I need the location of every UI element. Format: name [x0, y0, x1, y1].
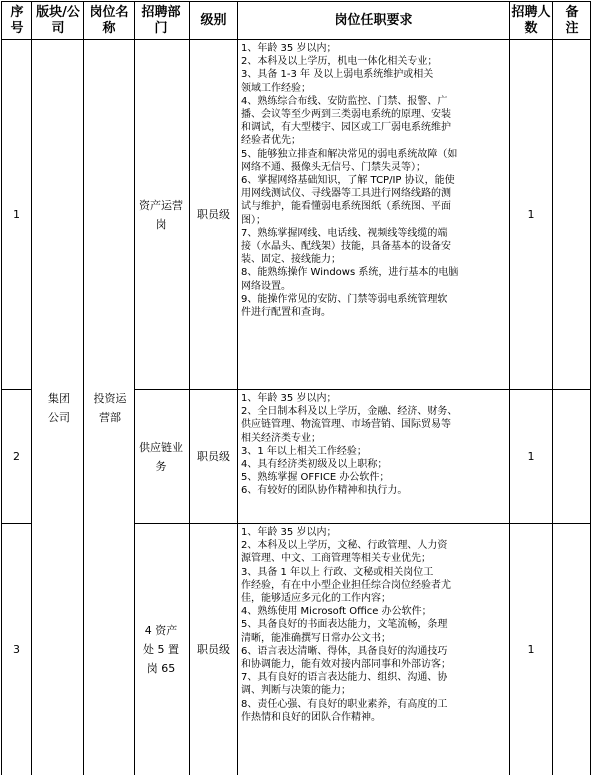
header-seq: 序号 [10, 4, 24, 36]
requirement-line: 3、具备 1 年以上 行政、文秘或相关岗位工 [241, 566, 434, 578]
requirement-line: 7、熟练掌握网线、电话线、视频线等线缆的端 [241, 227, 448, 239]
requirement-line: 8、能熟练操作 Windows 系统，进行基本的电脑 [241, 267, 459, 279]
requirement-line: 4、熟练使用 Microsoft Office 办公软件； [241, 606, 432, 618]
requirement-line: 网络设置。 [241, 280, 291, 292]
requirement-line: 领域工作经验； [241, 82, 311, 94]
level-cell: 职员级 [197, 643, 230, 656]
col-divider [237, 1, 238, 775]
requirement-line: 试与维护，能看懂弱电系统图纸（系统图、平面 [241, 201, 451, 213]
requirement-line: 2、全日制本科及以上学历，金融、经济、财务、 [241, 406, 458, 418]
requirement-line: 6、掌握网络基础知识，了解 TCP/IP 协议，能使 [241, 175, 455, 187]
requirement-line: 相关经济类专业； [241, 432, 321, 444]
position-cell: 资产运营岗 [139, 198, 183, 231]
table-border-right [590, 1, 591, 775]
requirement-line: 源管理、中文、工商管理等相关专业优先； [241, 553, 431, 565]
header-level: 级别 [200, 12, 227, 28]
requirement-line: 9、能操作常见的安防、门禁等弱电系统管理软 [241, 293, 448, 305]
count-cell: 1 [527, 208, 535, 221]
requirement-line: 佳，能够适应多元化的工作内容； [241, 593, 391, 605]
requirement-line: 6、语言表达清晰、得体，具备良好的沟通技巧 [241, 645, 448, 657]
level-cell: 职员级 [197, 450, 230, 463]
seq-cell: 2 [13, 450, 20, 463]
requirement-line: 6、有较好的团队协作精神和执行力。 [241, 485, 408, 497]
requirements-cell [241, 392, 507, 522]
requirement-line: 用网线测试仪、寻线器等工具进行网络线路的测 [241, 188, 451, 200]
remark-cell [553, 390, 590, 523]
header-company: 版块/公司 [36, 4, 80, 36]
col-divider [31, 1, 32, 775]
level-cell: 职员级 [197, 208, 230, 221]
requirement-line: 装、固定、接线能力； [241, 254, 341, 266]
requirement-line: 1、年龄 35 岁以内； [241, 527, 337, 538]
requirement-line: 件进行配置和查询。 [241, 307, 331, 319]
requirement-line: 作热情和良好的团队合作精神。 [241, 711, 381, 723]
requirement-line: 5、能够独立排查和解决常见的弱电系统故障（如 [241, 148, 458, 160]
requirements-cell [241, 526, 507, 775]
requirement-line: 供应链管理、物流管理、市场营销、国际贸易等 [241, 419, 451, 431]
remark-cell [553, 524, 590, 775]
requirement-line: 经验者优先； [241, 135, 301, 147]
requirement-line: 网络不通、摄像头无信号、门禁失灵等）； [241, 161, 426, 173]
requirement-line: 3、具备 1-3 年 及以上弱电系统维护或相关 [241, 69, 434, 81]
header-count: 招聘人数 [511, 4, 551, 36]
requirement-line: 作经验，有在中小型企业担任综合岗位经验者尤 [241, 579, 451, 591]
header-dept: 招聘部门 [141, 4, 181, 36]
requirement-line: 5、熟练掌握 OFFICE 办公软件； [241, 472, 390, 484]
count-cell: 1 [527, 643, 535, 656]
col-divider [134, 1, 135, 775]
header-divider [1, 39, 591, 40]
requirement-line: 3、1 年以上相关工作经验； [241, 445, 367, 457]
requirement-line: 接（水晶头、配线架）技能，具备基本的设备安 [241, 241, 451, 253]
header-position: 岗位名称 [89, 4, 129, 36]
count-cell: 1 [527, 450, 535, 463]
requirement-line: 清晰，能准确撰写日常办公文书； [241, 632, 391, 644]
requirement-line: 4、熟练综合布线、安防监控、门禁、报警、广 [241, 95, 448, 107]
col-divider [83, 1, 84, 775]
requirement-line: 1、年龄 35 岁以内； [241, 43, 337, 54]
requirements-cell [241, 42, 507, 388]
requirement-line: 和协调能力，能有效对接内部同事和外部访客； [241, 659, 451, 671]
requirement-line: 2、本科及以上学历，文秘、行政管理、人力资 [241, 540, 448, 552]
seq-cell: 3 [13, 643, 20, 656]
requirement-line: 图）； [241, 214, 266, 226]
position-cell: 供应链业务 [139, 440, 183, 473]
seq-cell: 1 [13, 208, 20, 221]
company-cell: 集团公司 [48, 391, 70, 424]
requirement-line: 4、具有经济类初级及以上职称； [241, 459, 388, 471]
dept-cell: 投资运营部 [93, 391, 127, 424]
requirement-line: 8、责任心强、有良好的职业素养，有高度的工 [241, 698, 448, 710]
requirement-line: 和调试，有大型楼宇、园区或工厂弱电系统维护 [241, 122, 451, 134]
header-requirements: 岗位任职要求 [334, 12, 413, 28]
header-remark: 备注 [565, 4, 579, 36]
requirement-line: 5、具备良好的书面表达能力，文笔流畅，条理 [241, 619, 448, 631]
remark-cell [553, 40, 590, 389]
requirement-line: 调、判断与决策的能力； [241, 685, 351, 697]
requirement-line: 播、会议等至少两到三类弱电系统的原理、安装 [241, 109, 451, 121]
requirement-line: 7、具有良好的语言表达能力、组织、沟通、协 [241, 672, 448, 684]
requirement-line: 2、本科及以上学历，机电一体化相关专业； [241, 56, 438, 68]
recruitment-table [1, 1, 591, 775]
position-cell: 4 资产处 5 置岗 65 [143, 624, 179, 675]
requirement-line: 1、年龄 35 岁以内； [241, 393, 337, 404]
